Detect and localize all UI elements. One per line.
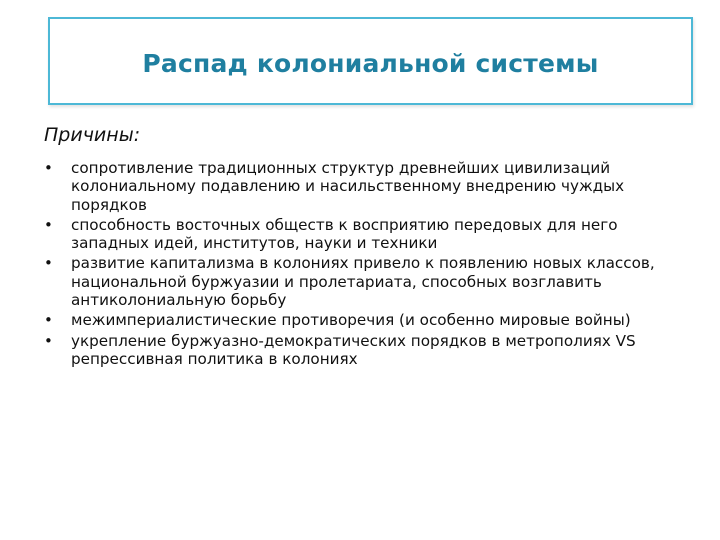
bullet-dot-icon: •: [44, 331, 53, 350]
bullet-item: [44, 311, 684, 329]
bullet-text: межимпериалистические противоречия (и особенно мировые войны): [71, 311, 631, 330]
bullet-dot-icon: •: [44, 311, 53, 330]
bullet-item: [44, 254, 684, 309]
bullet-text: сопротивление традиционных структур древнейших цивилизаций колониальному подавлению и насильственному внедрению чуждых порядков: [71, 159, 625, 214]
bullet-item: [44, 159, 684, 214]
title-box: [48, 17, 693, 105]
bullet-text: способность восточных обществ к восприятию передовых для него западных идей, институтов, науки и техники: [71, 215, 618, 253]
bullet-list: [44, 159, 684, 370]
slide-subtitle: Причины:: [44, 124, 141, 146]
bullet-dot-icon: •: [44, 254, 53, 273]
bullet-dot-icon: •: [44, 159, 53, 177]
slide-title: Распад колониальной системы: [142, 49, 599, 78]
bullet-text: укрепление буржуазно-демократических порядков в метрополиях VS репрессивная политика в колониях: [71, 331, 636, 368]
bullet-dot-icon: •: [44, 215, 53, 234]
bullet-text: развитие капитализма в колониях привело к появлению новых классов, национальной буржуазии и пролетариата, способных возглавить антиколониальную борьбу: [71, 254, 655, 310]
bullet-item: [44, 216, 684, 253]
bullet-item: [44, 332, 684, 369]
